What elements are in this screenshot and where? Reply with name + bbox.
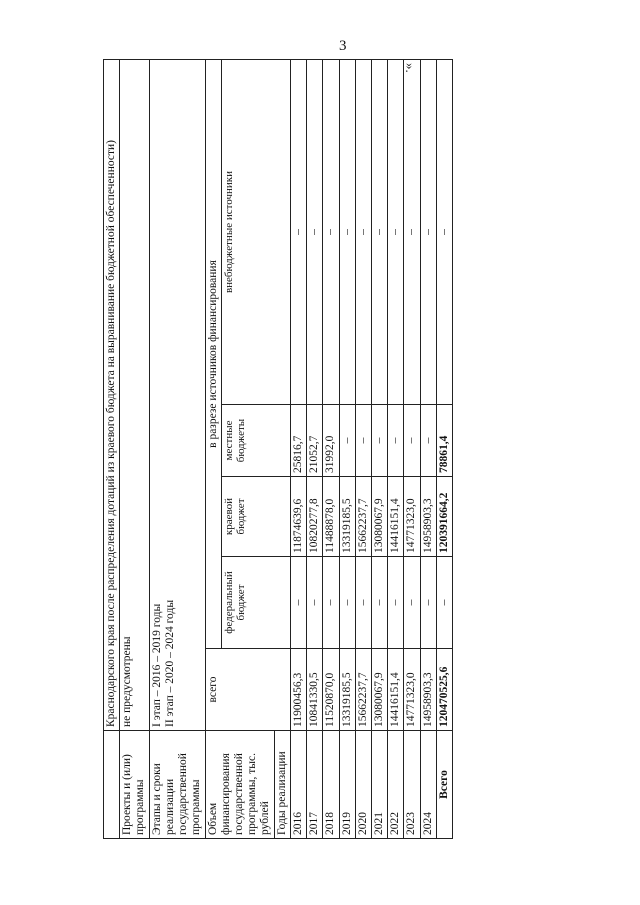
total-cell: 10841330,5 <box>307 649 323 731</box>
col-federal-header: федеральный бюджет <box>221 557 290 649</box>
col-local-header: местные бюджеты <box>221 405 290 477</box>
federal-cell: – <box>323 557 339 649</box>
year-cell: 2019 <box>339 731 355 839</box>
extra-cell: – <box>339 60 355 405</box>
stage-2: II этап – 2020 – 2024 годы <box>163 599 176 727</box>
table-row <box>323 60 339 839</box>
local-cell: 31992,0 <box>323 405 339 477</box>
extra-cell: – <box>307 60 323 405</box>
total-cell: 15662237,7 <box>355 649 371 731</box>
local-cell: 25816,7 <box>290 405 306 477</box>
extra-cell: – <box>323 60 339 405</box>
years-label: Годы реализации <box>274 731 290 839</box>
local-cell: – <box>420 405 436 477</box>
page-number: 3 <box>339 38 347 54</box>
table-row <box>420 60 436 839</box>
header-left-cell <box>104 731 120 839</box>
col-total-header: всего <box>205 649 290 731</box>
extra-cell: – <box>388 60 404 405</box>
table-row <box>290 60 306 839</box>
local-cell: 21052,7 <box>307 405 323 477</box>
regional-cell: 13319185,5 <box>339 477 355 557</box>
header-text: Краснодарского края после распределения дотаций из краевого бюджета на выравнивание бюджетной обеспеченности) <box>104 60 120 731</box>
stages-row <box>149 60 205 839</box>
extra-cell: – <box>371 60 387 405</box>
extra-cell: – <box>290 60 306 405</box>
regional-cell: 14771323,0 <box>404 477 420 557</box>
total-regional: 120391664,2 <box>436 477 452 557</box>
total-extra: – <box>436 60 452 405</box>
table-row <box>388 60 404 839</box>
projects-value: не предусмотрены <box>120 60 149 731</box>
regional-cell: 14416151,4 <box>388 477 404 557</box>
stages-label: Этапы и сроки реализации государственной программы <box>149 731 205 839</box>
federal-cell: – <box>307 557 323 649</box>
year-rows <box>290 60 436 839</box>
local-cell: – <box>404 405 420 477</box>
total-label: Всего <box>436 731 452 839</box>
regional-cell: 11488878,0 <box>323 477 339 557</box>
regional-cell: 13080067,9 <box>371 477 387 557</box>
financing-header-row-1 <box>205 60 221 839</box>
total-cell: 14958903,3 <box>420 649 436 731</box>
total-federal: – <box>436 557 452 649</box>
federal-cell: – <box>290 557 306 649</box>
year-cell: 2022 <box>388 731 404 839</box>
regional-cell: 14958903,3 <box>420 477 436 557</box>
year-cell: 2021 <box>371 731 387 839</box>
year-cell: 2024 <box>420 731 436 839</box>
total-cell: 13080067,9 <box>371 649 387 731</box>
year-cell: 2020 <box>355 731 371 839</box>
total-row <box>436 60 452 839</box>
extra-cell: – <box>420 60 436 405</box>
col-extra-header: внебюджетные источники <box>221 60 290 405</box>
financing-table <box>103 59 453 839</box>
local-cell: – <box>371 405 387 477</box>
total-cell: 11900456,3 <box>290 649 306 731</box>
regional-cell: 11874639,6 <box>290 477 306 557</box>
stages-value <box>149 60 205 731</box>
table-row <box>339 60 355 839</box>
table-row <box>371 60 387 839</box>
projects-row <box>120 60 149 839</box>
extra-cell: – <box>404 60 420 405</box>
col-regional-header: краевой бюджет <box>221 477 290 557</box>
total-cell: 14416151,4 <box>388 649 404 731</box>
federal-cell: – <box>339 557 355 649</box>
table-row <box>355 60 371 839</box>
federal-cell: – <box>420 557 436 649</box>
closing-quote-mark: ». <box>403 63 418 73</box>
financing-label: Объем финансирования государственной программы, тыс. рублей <box>205 731 274 839</box>
regional-cell: 10820277,8 <box>307 477 323 557</box>
rotated-table-container <box>103 59 450 839</box>
total-sum: 120470525,6 <box>436 649 452 731</box>
year-cell: 2023 <box>404 731 420 839</box>
local-cell: – <box>388 405 404 477</box>
year-cell: 2017 <box>307 731 323 839</box>
extra-cell: – <box>355 60 371 405</box>
table-row <box>404 60 420 839</box>
federal-cell: – <box>388 557 404 649</box>
header-continuation-row <box>104 60 120 839</box>
year-cell: 2018 <box>323 731 339 839</box>
total-cell: 14771323,0 <box>404 649 420 731</box>
federal-cell: – <box>404 557 420 649</box>
regional-cell: 15662237,7 <box>355 477 371 557</box>
projects-label: Проекты и (или) программы <box>120 731 149 839</box>
sources-group-header: в разрезе источников финансирования <box>205 60 221 649</box>
federal-cell: – <box>371 557 387 649</box>
year-cell: 2016 <box>290 731 306 839</box>
table-row <box>307 60 323 839</box>
total-cell: 13319185,5 <box>339 649 355 731</box>
stage-1: I этап – 2016 – 2019 годы <box>150 603 163 727</box>
total-local: 78861,4 <box>436 405 452 477</box>
local-cell: – <box>339 405 355 477</box>
total-cell: 11520870,0 <box>323 649 339 731</box>
local-cell: – <box>355 405 371 477</box>
federal-cell: – <box>355 557 371 649</box>
